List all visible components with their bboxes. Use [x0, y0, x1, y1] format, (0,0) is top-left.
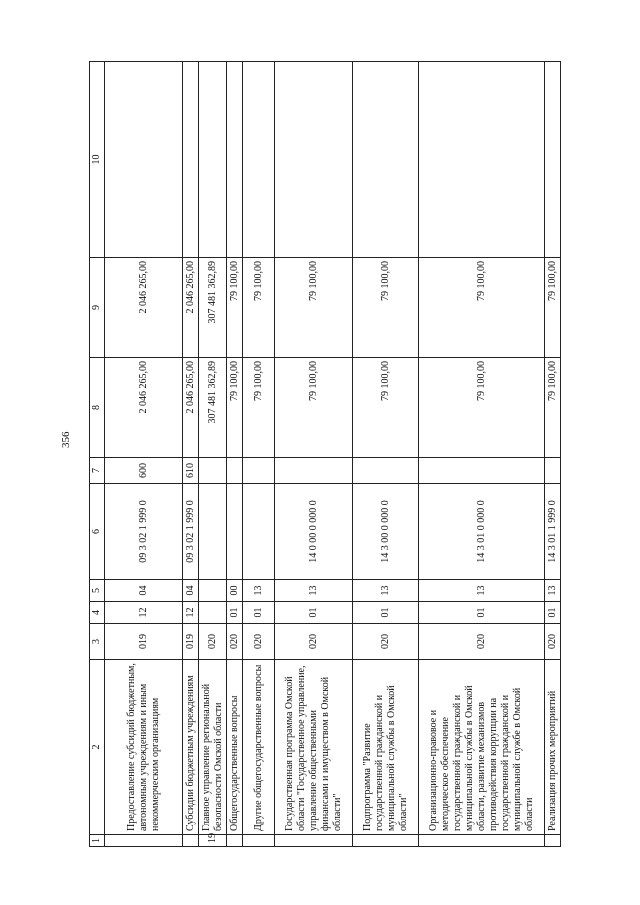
empty-cell: [419, 62, 545, 258]
code-cell: 020: [419, 624, 545, 660]
table-row: [105, 62, 183, 847]
amount-cell: 79 100,00: [227, 258, 243, 358]
row-number-cell: [105, 835, 183, 847]
target-code-cell: [243, 484, 275, 580]
code-cell: 020: [275, 624, 353, 660]
expense-type-cell: [243, 458, 275, 484]
code-cell: 020: [227, 624, 243, 660]
item-name-cell: Подпрограмма "Развитие государственной гражданской и муниципальной службы в Омской области": [353, 660, 419, 835]
item-name-cell: Субсидии бюджетным учреждениям: [183, 660, 199, 835]
expense-type-cell: [199, 458, 227, 484]
expense-type-cell: 610: [183, 458, 199, 484]
code-cell: 020: [199, 624, 227, 660]
column-header: 6: [90, 484, 105, 580]
amount-cell: 79 100,00: [353, 258, 419, 358]
section-cell: 12: [105, 602, 183, 624]
section-cell: 01: [227, 602, 243, 624]
subsection-cell: 13: [353, 580, 419, 602]
empty-cell: [243, 62, 275, 258]
expense-type-cell: [227, 458, 243, 484]
section-cell: 01: [275, 602, 353, 624]
amount-cell: 79 100,00: [353, 358, 419, 458]
empty-cell: [545, 62, 561, 258]
subsection-cell: 00: [227, 580, 243, 602]
amount-cell: 79 100,00: [419, 358, 545, 458]
amount-cell: 2 046 265,00: [105, 258, 183, 358]
amount-cell: 79 100,00: [545, 258, 561, 358]
target-code-cell: [227, 484, 243, 580]
section-cell: 01: [419, 602, 545, 624]
empty-cell: [227, 62, 243, 258]
empty-cell: [105, 62, 183, 258]
row-number-cell: [275, 835, 353, 847]
expense-type-cell: 600: [105, 458, 183, 484]
amount-cell: 79 100,00: [227, 358, 243, 458]
column-header: 5: [90, 580, 105, 602]
column-header: 8: [90, 358, 105, 458]
column-header: 9: [90, 258, 105, 358]
subsection-cell: [199, 580, 227, 602]
subsection-cell: 04: [105, 580, 183, 602]
table-row: [353, 62, 419, 847]
amount-cell: 79 100,00: [275, 258, 353, 358]
rotated-table-container: [89, 62, 559, 847]
row-number-cell: [243, 835, 275, 847]
target-code-cell: 14 3 01 1 999 0: [545, 484, 561, 580]
amount-cell: 307 481 362,89: [199, 258, 227, 358]
column-header: 3: [90, 624, 105, 660]
code-cell: 019: [105, 624, 183, 660]
section-cell: 12: [183, 602, 199, 624]
item-name-cell: Организационно-правовое и методическое обеспечение государственной гражданской и муниципальной службы в Омской области, развитие механизмов противодействия коррупции на государственной гражданской и муниципальной службе в Омской области: [419, 660, 545, 835]
code-cell: 020: [243, 624, 275, 660]
empty-cell: [353, 62, 419, 258]
expense-type-cell: [545, 458, 561, 484]
target-code-cell: 14 3 00 0 000 0: [353, 484, 419, 580]
expense-type-cell: [275, 458, 353, 484]
item-name-cell: Государственная программа Омской области "Государственное управление, управление общественными финансами и имуществом в Омской области": [275, 660, 353, 835]
subsection-cell: 13: [243, 580, 275, 602]
amount-cell: 79 100,00: [275, 358, 353, 458]
section-cell: 01: [353, 602, 419, 624]
amount-cell: 2 046 265,00: [183, 258, 199, 358]
row-number-cell: [183, 835, 199, 847]
amount-cell: 2 046 265,00: [183, 358, 199, 458]
column-number-row: [90, 62, 105, 847]
column-header: 7: [90, 458, 105, 484]
target-code-cell: [199, 484, 227, 580]
item-name-cell: Другие общегосударственные вопросы: [243, 660, 275, 835]
code-cell: 019: [183, 624, 199, 660]
section-cell: 01: [545, 602, 561, 624]
target-code-cell: 09 3 02 1 999 0: [105, 484, 183, 580]
budget-table: [89, 61, 561, 847]
table-row: [275, 62, 353, 847]
table-row: [243, 62, 275, 847]
column-header: 1: [90, 835, 105, 847]
amount-cell: 79 100,00: [545, 358, 561, 458]
column-header: 4: [90, 602, 105, 624]
amount-cell: 307 481 362,89: [199, 358, 227, 458]
column-header: 10: [90, 62, 105, 258]
item-name-cell: Предоставление субсидий бюджетным, автономным учреждениям и иным некоммерческим организациям: [105, 660, 183, 835]
row-number-cell: [353, 835, 419, 847]
subsection-cell: 13: [419, 580, 545, 602]
section-cell: 01: [243, 602, 275, 624]
section-cell: [199, 602, 227, 624]
expense-type-cell: [353, 458, 419, 484]
page-number: 356: [60, 431, 72, 448]
expense-type-cell: [419, 458, 545, 484]
table-row: [199, 62, 227, 847]
amount-cell: 79 100,00: [243, 258, 275, 358]
item-name-cell: Реализация прочих мероприятий: [545, 660, 561, 835]
empty-cell: [199, 62, 227, 258]
table-row: [419, 62, 545, 847]
item-name-cell: Главное управление региональной безопасности Омской области: [199, 660, 227, 835]
empty-cell: [183, 62, 199, 258]
row-number-cell: 19: [199, 835, 227, 847]
subsection-cell: 13: [275, 580, 353, 602]
code-cell: 020: [545, 624, 561, 660]
amount-cell: 79 100,00: [419, 258, 545, 358]
table-row: [183, 62, 199, 847]
subsection-cell: 04: [183, 580, 199, 602]
amount-cell: 79 100,00: [243, 358, 275, 458]
amount-cell: 2 046 265,00: [105, 358, 183, 458]
item-name-cell: Общегосударственные вопросы: [227, 660, 243, 835]
subsection-cell: 13: [545, 580, 561, 602]
row-number-cell: [419, 835, 545, 847]
row-number-cell: [545, 835, 561, 847]
target-code-cell: 14 0 00 0 000 0: [275, 484, 353, 580]
empty-cell: [275, 62, 353, 258]
row-number-cell: [227, 835, 243, 847]
column-header: 2: [90, 660, 105, 835]
target-code-cell: 09 3 02 1 999 0: [183, 484, 199, 580]
table-row: [545, 62, 561, 847]
code-cell: 020: [353, 624, 419, 660]
table-row: [227, 62, 243, 847]
target-code-cell: 14 3 01 0 000 0: [419, 484, 545, 580]
